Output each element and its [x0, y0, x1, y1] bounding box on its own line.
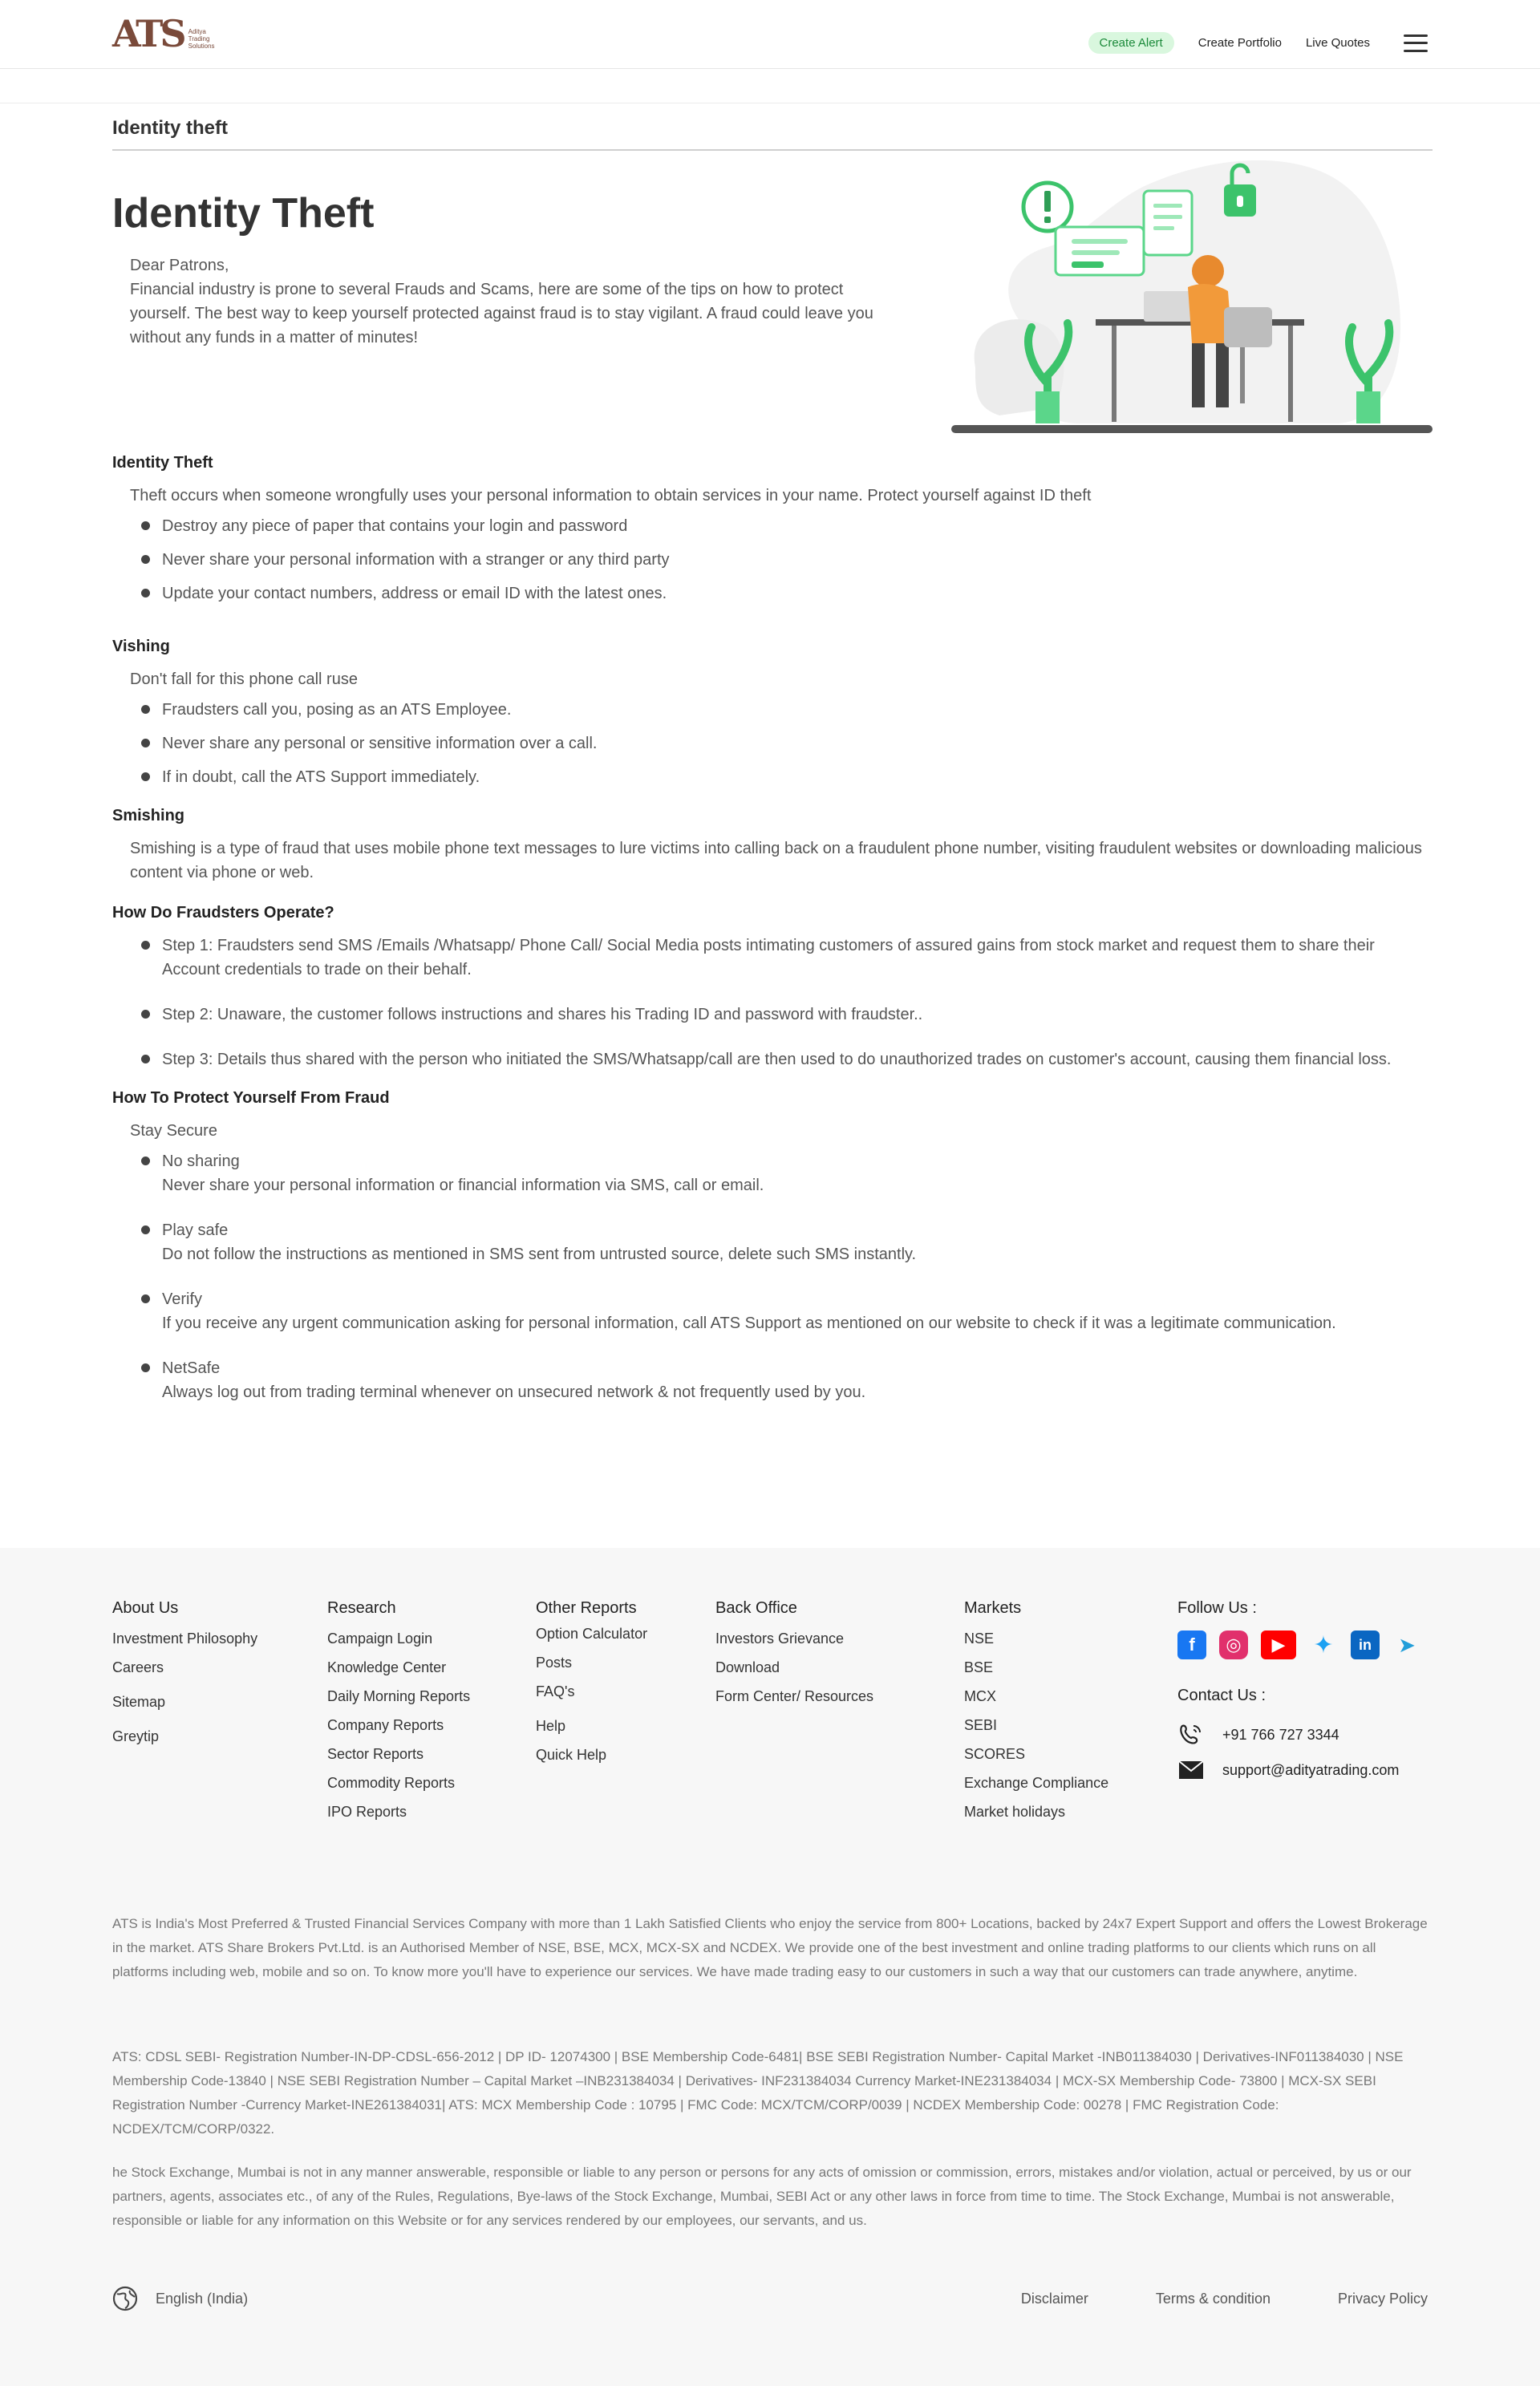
footer-heading: Back Office: [715, 1599, 797, 1617]
item-body: Never share your personal information or financial information via SMS, call or email.: [162, 1177, 764, 1194]
footer-bottom-bar: [112, 2286, 1428, 2311]
footer-link[interactable]: IPO Reports: [327, 1804, 407, 1820]
telegram-icon[interactable]: ➤: [1398, 1632, 1416, 1657]
list-item: Update your contact numbers, address or email ID with the latest ones.: [141, 581, 1433, 606]
bullet-list: [141, 1149, 1433, 1404]
item-body: If you receive any urgent communication asking for personal information, call ATS Support as mentioned on our website to check if it was a legitimate communication.: [162, 1315, 1336, 1332]
footer-link[interactable]: Form Center/ Resources: [715, 1688, 874, 1704]
intro-paragraph: Financial industry is prone to several Frauds and Scams, here are some of the tips on how to protect yourself. The best way to keep yourself protected against fraud is to stay vigilant. A fraud could leave you without any funds in a matter of minutes!: [130, 281, 873, 346]
footer-markets: [964, 1599, 1108, 1833]
list-item: [141, 1356, 1433, 1404]
logo-sub-line: Aditya: [188, 28, 206, 35]
youtube-icon[interactable]: ▶: [1261, 1631, 1296, 1659]
section-desc: Stay Secure: [130, 1122, 217, 1140]
section-title: Identity Theft: [112, 454, 213, 472]
twitter-icon[interactable]: ✦: [1313, 1631, 1334, 1659]
footer-link[interactable]: BSE: [964, 1659, 994, 1675]
section-title: Vishing: [112, 638, 170, 655]
footer-heading: Other Reports: [536, 1599, 637, 1617]
footer-link[interactable]: Option Calculator: [536, 1626, 648, 1642]
footer-heading: About Us: [112, 1599, 179, 1617]
logo-sub-line: Solutions: [188, 43, 215, 50]
social-icons: [1177, 1631, 1421, 1659]
list-item: Never share your personal information with a stranger or any third party: [141, 548, 1433, 572]
footer-heading: Research: [327, 1599, 396, 1617]
create-alert-button[interactable]: Create Alert: [1088, 32, 1174, 54]
list-item: Never share any personal or sensitive information over a call.: [141, 731, 1433, 755]
footer-link[interactable]: Exchange Compliance: [964, 1775, 1109, 1791]
list-item: [141, 1149, 1433, 1197]
list-item: Step 3: Details thus shared with the person who initiated the SMS/Whatsapp/call are then used to do unauthorized trades on customer's account, causing them financial loss.: [141, 1047, 1433, 1071]
footer-link[interactable]: Commodity Reports: [327, 1775, 456, 1791]
footer-link[interactable]: Posts: [536, 1655, 573, 1671]
section-desc: Don't fall for this phone call ruse: [130, 670, 358, 688]
live-quotes-link[interactable]: Live Quotes: [1305, 36, 1370, 50]
hamburger-menu-icon[interactable]: [1404, 34, 1428, 52]
create-portfolio-link[interactable]: Create Portfolio: [1198, 36, 1282, 50]
greeting: Dear Patrons,: [130, 257, 229, 274]
hero-section: [112, 151, 1433, 440]
list-item: [141, 1287, 1433, 1335]
footer-registration-note: ATS: CDSL SEBI- Registration Number-IN-DP-CDSL-656-2012 | DP ID- 12074300 | BSE Membership Code-6481| BSE SEBI Registration Number- Capital Market -INB011384030 | Derivatives-INF011384030 | NSE Membership Code-13840 | NSE SEBI Registration Number – Capital Market –INB231384034 | Derivatives- INF231384034 Currency Market-INE231384034 | MCX-SX Membership Code- 73800 | MCX-SX SEBI Registration Number -Currency Market-INE261384031| ATS: MCX Membership Code : 10795 | FMC Code: MCX/TCM/CORP/0039 | NCDEX Membership Code: 00278 | FMC Registration Code: NCDEX/TCM/CORP/0322.: [112, 2049, 1404, 2137]
footer-link[interactable]: Greytip: [112, 1728, 160, 1744]
disclaimer-link[interactable]: Disclaimer: [1020, 2290, 1088, 2307]
footer-heading: Markets: [964, 1599, 1022, 1617]
logo-mark: ATS: [112, 12, 184, 55]
item-body: Always log out from trading terminal whenever on unsecured network & not frequently used by you.: [162, 1383, 866, 1401]
footer-link[interactable]: Knowledge Center: [327, 1659, 447, 1675]
item-heading: Verify: [162, 1290, 203, 1308]
list-item: If in doubt, call the ATS Support immediately.: [141, 765, 1433, 789]
logo-sub-line: Trading: [188, 35, 210, 43]
top-nav: [1088, 32, 1428, 54]
item-heading: Play safe: [162, 1221, 229, 1239]
section-desc: Smishing is a type of fraud that uses mobile phone text messages to lure victims into calling back on a fraudulent phone number, visiting fraudulent websites or downloading malicious content via phone or web.: [130, 840, 1422, 881]
footer-link[interactable]: Download: [715, 1659, 780, 1675]
footer-heading: Follow Us :: [1177, 1599, 1257, 1617]
intro-text: [130, 253, 900, 350]
bullet-list: [141, 934, 1433, 1071]
bullet-list: [141, 698, 1433, 789]
logo-subtitle: [188, 28, 215, 50]
footer-link[interactable]: NSE: [964, 1631, 995, 1647]
facebook-icon[interactable]: f: [1177, 1631, 1206, 1659]
footer-link[interactable]: FAQ's: [536, 1683, 575, 1699]
footer-link[interactable]: SEBI: [964, 1717, 998, 1733]
footer-link[interactable]: Daily Morning Reports: [327, 1688, 471, 1704]
list-item: Destroy any piece of paper that contains your login and password: [141, 514, 1433, 538]
footer-disclaimer-note: he Stock Exchange, Mumbai is not in any manner answerable, responsible or liable to any person or persons for any acts of omission or commission, errors, mistakes and/or violation, actual or perceived, by us or our partners, agents, associates etc., of any of the Rules, Regulations, Bye-laws of the Stock Exchange, Mumbai, SEBI Act or any other laws in force from time to time. The Stock Exchange, Mumbai is not answerable, responsible or liable for any information on this Website or for any services rendered by our employees, our servants, and us.: [112, 2165, 1412, 2228]
section-protect-yourself: [112, 1089, 1433, 1404]
footer-link[interactable]: Help: [536, 1718, 566, 1734]
item-heading: No sharing: [162, 1152, 240, 1170]
item-heading: NetSafe: [162, 1359, 221, 1377]
top-header: [0, 0, 1540, 69]
instagram-icon[interactable]: ◎: [1219, 1631, 1248, 1659]
list-item: Step 2: Unaware, the customer follows instructions and shares his Trading ID and password with fraudster..: [141, 1003, 1433, 1027]
language-label: English (India): [156, 2290, 249, 2307]
section-smishing: [112, 807, 1433, 885]
page-title: Identity Theft: [112, 190, 375, 237]
contact-email[interactable]: [1177, 1760, 1421, 1780]
email-address: support@adityatrading.com: [1222, 1761, 1400, 1778]
footer-follow-contact: [1177, 1599, 1421, 1793]
breadcrumb: Identity theft: [112, 117, 1433, 151]
linkedin-icon[interactable]: in: [1351, 1631, 1380, 1659]
footer-back-office: [715, 1599, 873, 1717]
footer-link[interactable]: Company Reports: [327, 1717, 444, 1733]
section-fraudsters-operate: [112, 904, 1433, 1071]
ats-logo[interactable]: [112, 14, 215, 53]
footer-about: [112, 1599, 257, 1757]
item-body: Do not follow the instructions as mentioned in SMS sent from untrusted source, delete such SMS instantly.: [162, 1246, 917, 1263]
footer-link[interactable]: Campaign Login: [327, 1631, 433, 1647]
section-title: How Do Fraudsters Operate?: [112, 904, 334, 922]
footer-about-note: ATS is India's Most Preferred & Trusted Financial Services Company with more than 1 Lakh Satisfied Clients who enjoy the service from 800+ Locations, backed by 24x7 Expert Support and offers the Lowest Brokerage in the market. ATS Share Brokers Pvt.Ltd. is an Authorised Member of NSE, BSE, MCX, MCX-SX and NCDEX. We provide one of the best investment and online trading platforms to our clients which runs on all platforms including web, mobile and so on. To know more you'll have to experience our services. We have made trading easy to our customers in such a way that our customers can trade anywhere, anytime.: [112, 1916, 1428, 1979]
legal-links: [1021, 2291, 1428, 2307]
footer: [0, 1548, 1540, 2386]
contact-phone[interactable]: [1177, 1723, 1421, 1747]
list-item: Fraudsters call you, posing as an ATS Employee.: [141, 698, 1433, 722]
footer-link[interactable]: Investors Grievance: [715, 1631, 845, 1647]
list-item: Step 1: Fraudsters send SMS /Emails /Whatsapp/ Phone Call/ Social Media posts intimating customers of assured gains from stock market and request them to share their Account credentials to trade on their behalf.: [141, 934, 1433, 982]
language-selector[interactable]: [112, 2286, 248, 2311]
phone-number: +91 766 727 3344: [1222, 1726, 1339, 1743]
bullet-list: [141, 514, 1433, 606]
footer-heading: Contact Us :: [1177, 1687, 1266, 1704]
footer-research: [327, 1599, 470, 1833]
footer-link[interactable]: Sector Reports: [327, 1746, 424, 1762]
footer-link[interactable]: Quick Help: [536, 1747, 607, 1763]
footer-link[interactable]: MCX: [964, 1688, 996, 1704]
section-title: Smishing: [112, 807, 185, 824]
footer-other-reports: [536, 1599, 647, 1776]
phone-icon: [1177, 1723, 1206, 1747]
section-title: How To Protect Yourself From Fraud: [112, 1089, 390, 1107]
footer-link[interactable]: Investment Philosophy: [112, 1631, 258, 1647]
privacy-policy-link[interactable]: Privacy Policy: [1337, 2290, 1428, 2307]
footer-link[interactable]: SCORES: [964, 1746, 1026, 1762]
mail-icon: [1177, 1760, 1206, 1780]
section-desc: Theft occurs when someone wrongfully uses your personal information to obtain services in your name. Protect yourself against ID theft: [130, 487, 1092, 504]
section-identity-theft: [112, 454, 1433, 606]
main-content: [112, 112, 1433, 1414]
footer-link[interactable]: Careers: [112, 1659, 164, 1675]
footer-link[interactable]: Market holidays: [964, 1804, 1066, 1820]
fraud-illustration: [951, 151, 1433, 448]
list-item: [141, 1218, 1433, 1266]
footer-link[interactable]: Sitemap: [112, 1694, 166, 1710]
globe-icon: [112, 2286, 138, 2311]
section-vishing: [112, 638, 1433, 789]
terms-link[interactable]: Terms & condition: [1155, 2290, 1270, 2307]
